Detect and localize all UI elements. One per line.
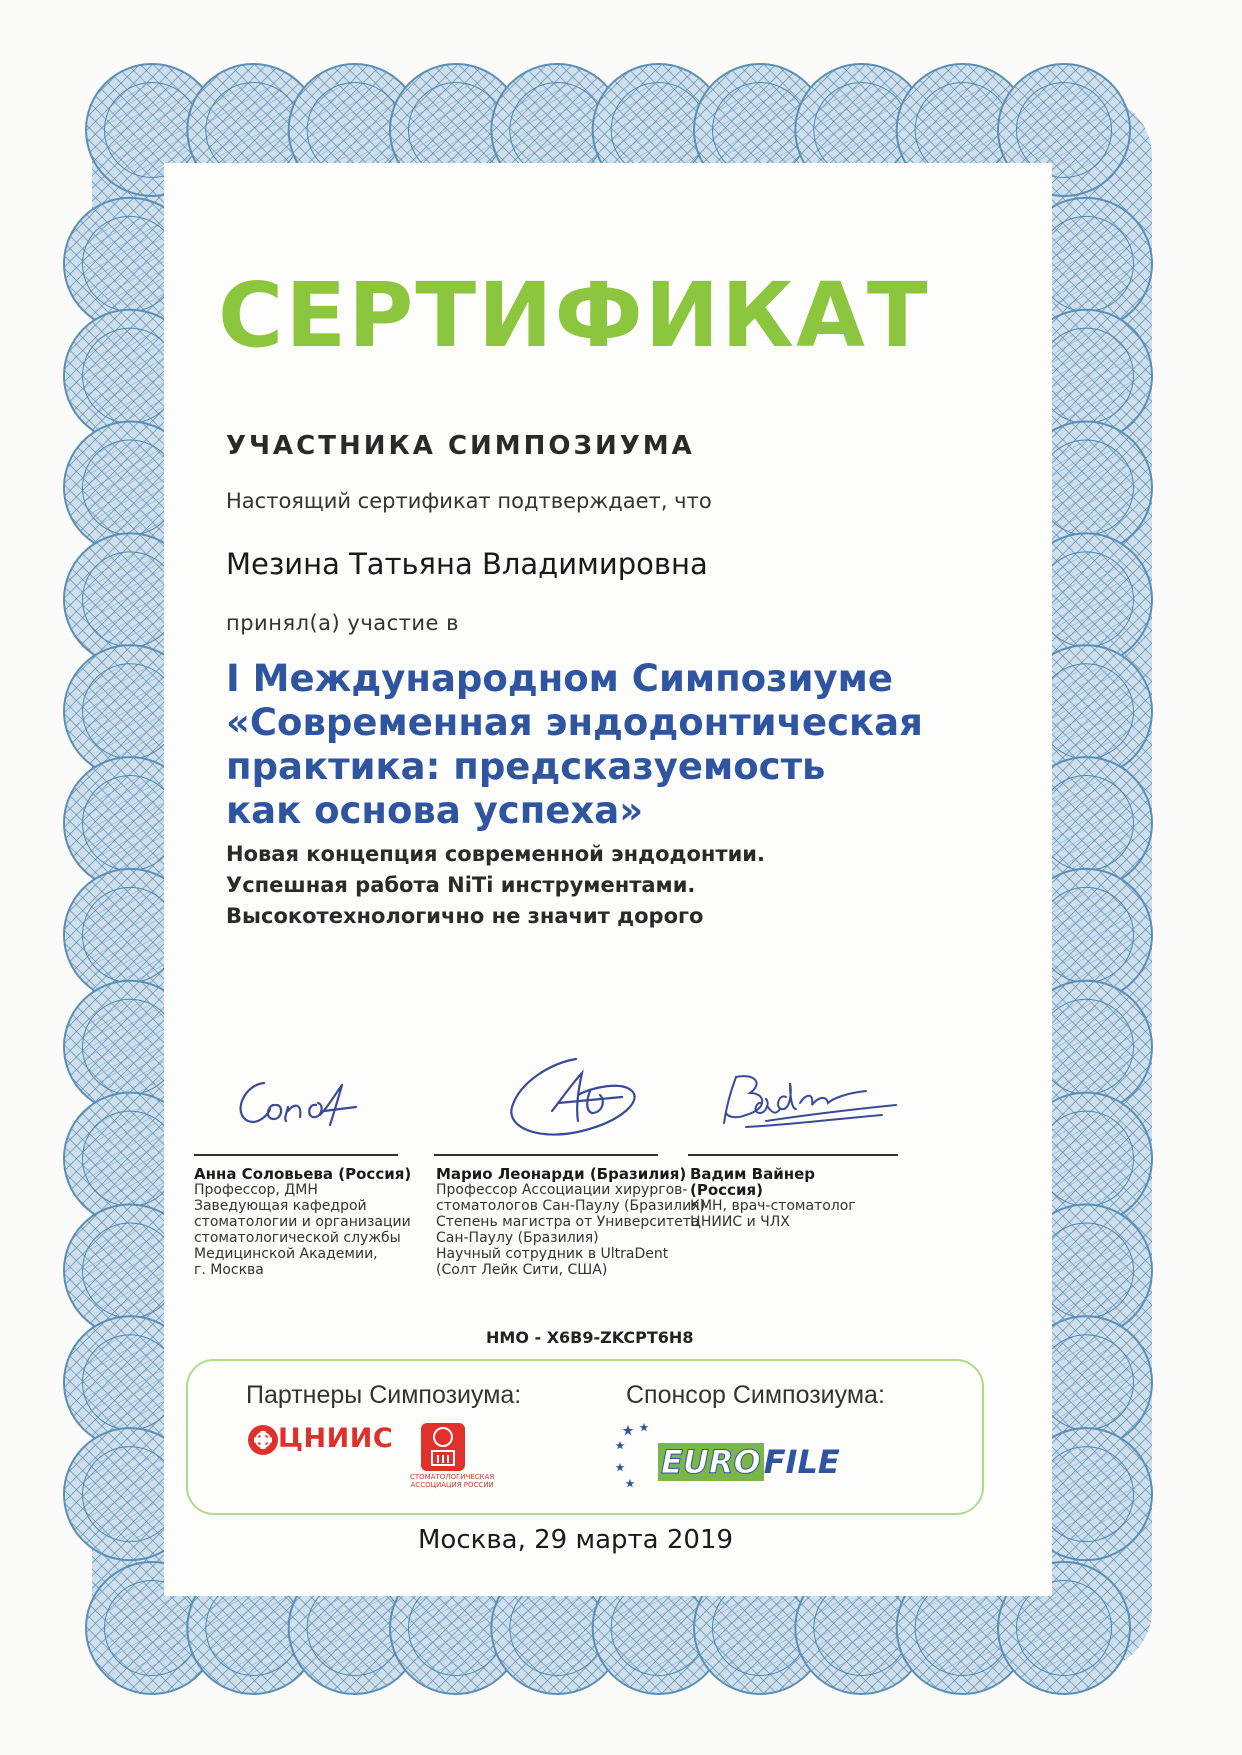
event-title [226, 657, 923, 833]
signer-detail: ЦНИИС и ЧЛХ [690, 1214, 790, 1230]
sponsor-label: Спонсор Симпозиума: [626, 1381, 885, 1409]
signer-detail: стоматологической службы [194, 1230, 401, 1246]
signature-line [434, 1154, 658, 1156]
border-scallop-inner [1038, 664, 1133, 759]
nmo-code: НМО - X6B9-ZKCPT6H8 [486, 1328, 694, 1347]
dental-association-logo-icon [418, 1421, 468, 1473]
signer-detail: Сан-Паулу (Бразилия) [436, 1230, 599, 1246]
border-scallop-inner [1038, 216, 1133, 311]
confirm-text: Настоящий сертификат подтверждает, что [226, 489, 712, 513]
signer-detail: (Солт Лейк Сити, США) [436, 1262, 608, 1278]
signer-detail: стоматологов Сан-Паулу (Бразилия) [436, 1198, 706, 1214]
border-scallop-inner [1038, 1447, 1133, 1542]
signer-leonardi [436, 1166, 705, 1278]
signer-soloveva [194, 1166, 411, 1278]
signer-name: Анна Соловьева (Россия) [194, 1165, 412, 1183]
eurofile-stars-icon [614, 1421, 660, 1491]
border-scallop-inner [1038, 552, 1133, 647]
signer-detail: Степень магистра от Университета [436, 1214, 700, 1230]
signer-detail: стоматологии и организации [194, 1214, 411, 1230]
signer-detail: Профессор, ДМН [194, 1182, 318, 1198]
eurofile-logo-text [658, 1443, 840, 1481]
border-scallop-inner [1038, 328, 1133, 423]
event-title-line: «Современная эндодонтическая [226, 701, 923, 744]
signer-vainer [690, 1166, 856, 1230]
certificate-title: СЕРТИФИКАТ [218, 263, 930, 367]
signer-name: (Россия) [690, 1181, 763, 1199]
assoc-line: СТОМАТОЛОГИЧЕСКАЯ [410, 1473, 495, 1481]
topic-line: Новая концепция современной эндодонтии. [226, 842, 765, 866]
dental-association-logo-text [410, 1473, 494, 1489]
event-title-line: практика: предсказуемость [226, 745, 826, 788]
event-topics [226, 839, 765, 932]
signer-detail: Заведующая кафедрой [194, 1198, 367, 1214]
eurofile-part1: EURO [658, 1443, 764, 1481]
signer-detail: Научный сотрудник в UltraDent [436, 1246, 669, 1262]
border-scallop-inner [1038, 1335, 1133, 1430]
signer-name: Марио Леонарди (Бразилия) [436, 1165, 687, 1183]
partners-label: Партнеры Симпозиума: [246, 1381, 522, 1409]
eurofile-part2: FILE [763, 1443, 840, 1481]
event-title-line: I Международном Симпозиуме [226, 657, 893, 700]
certificate-panel [164, 163, 1052, 1596]
border-scallop-inner [1038, 440, 1133, 535]
signer-detail: Профессор Ассоциации хирургов- [436, 1182, 688, 1198]
cniis-logo-text: ЦНИИС [278, 1423, 394, 1454]
certificate-subtitle: УЧАСТНИКА СИМПОЗИУМА [226, 431, 695, 461]
signature-vainer [706, 1063, 906, 1143]
topic-line: Высокотехнологично не значит дорого [226, 904, 704, 928]
signer-detail: Медицинской Академии, [194, 1246, 378, 1262]
signature-soloveva [224, 1063, 394, 1143]
signer-name: Вадим Вайнер [690, 1165, 816, 1183]
border-scallop-inner [1038, 1223, 1133, 1318]
topic-line: Успешная работа NiTi инструментами. [226, 873, 696, 897]
cniis-logo-icon [246, 1423, 280, 1457]
signature-line [194, 1154, 398, 1156]
border-scallop-inner [1038, 887, 1133, 982]
partners-sponsor-box [186, 1359, 984, 1515]
participant-name: Мезина Татьяна Владимировна [226, 547, 708, 581]
signature-line [688, 1154, 898, 1156]
city-date: Москва, 29 марта 2019 [418, 1525, 734, 1555]
signer-detail: КМН, врач-стоматолог [690, 1198, 856, 1214]
signer-detail: г. Москва [194, 1262, 264, 1278]
border-scallop-inner [1038, 776, 1133, 871]
border-scallop-inner [1038, 1111, 1133, 1206]
took-part-text: принял(а) участие в [226, 611, 460, 635]
event-title-line: как основа успеха» [226, 789, 644, 832]
assoc-line: АССОЦИАЦИЯ РОССИИ [410, 1481, 494, 1489]
border-scallop-inner [1038, 999, 1133, 1094]
signature-leonardi [482, 1051, 672, 1151]
